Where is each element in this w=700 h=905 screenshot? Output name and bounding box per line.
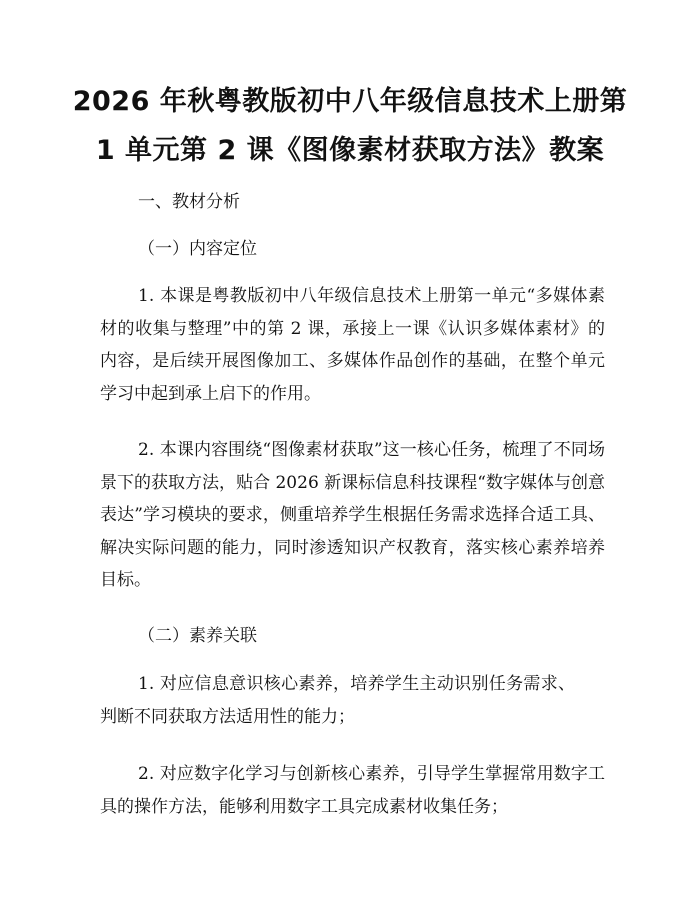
paragraph-literacy-1: 1. 对应信息意识核心素养，培养学生主动识别任务需求、判断不同获取方法适用性的能力； — [100, 674, 575, 727]
subsection-heading-content-positioning: （一）内容定位 — [138, 239, 257, 259]
section-heading-textbook-analysis: 一、教材分析 — [138, 192, 240, 212]
paragraph-content-1: 1. 本课是粤教版初中八年级信息技术上册第一单元“多媒体素材的收集与整理”中的第 2 课，承接上一课《认识多媒体素材》的内容，是后续开展图像加工、多媒体作品创作的基础，在整个单元学习中起到承上启下的作用。 — [100, 286, 605, 404]
subsection-heading-literacy-relation: （二）素养关联 — [138, 626, 257, 646]
paragraph-content-2: 2. 本课内容围绕“图像素材获取”这一核心任务，梳理了不同场景下的获取方法，贴合 2026 新课标信息科技课程“数字媒体与创意表达”学习模块的要求，侧重培养学生根据任务需求选择合适工具、解决实际问题的能力，同时渗透知识产权教育，落实核心素养培养目标。 — [100, 440, 605, 591]
paragraph-literacy-2: 2. 对应数字化学习与创新核心素养，引导学生掌握常用数字工具的操作方法，能够利用数字工具完成素材收集任务； — [100, 764, 605, 817]
document-title-line-2: 1 单元第 2 课《图像素材获取方法》教案 — [95, 135, 605, 166]
document-title-line-1: 2026 年秋粤教版初中八年级信息技术上册第 — [72, 86, 628, 117]
